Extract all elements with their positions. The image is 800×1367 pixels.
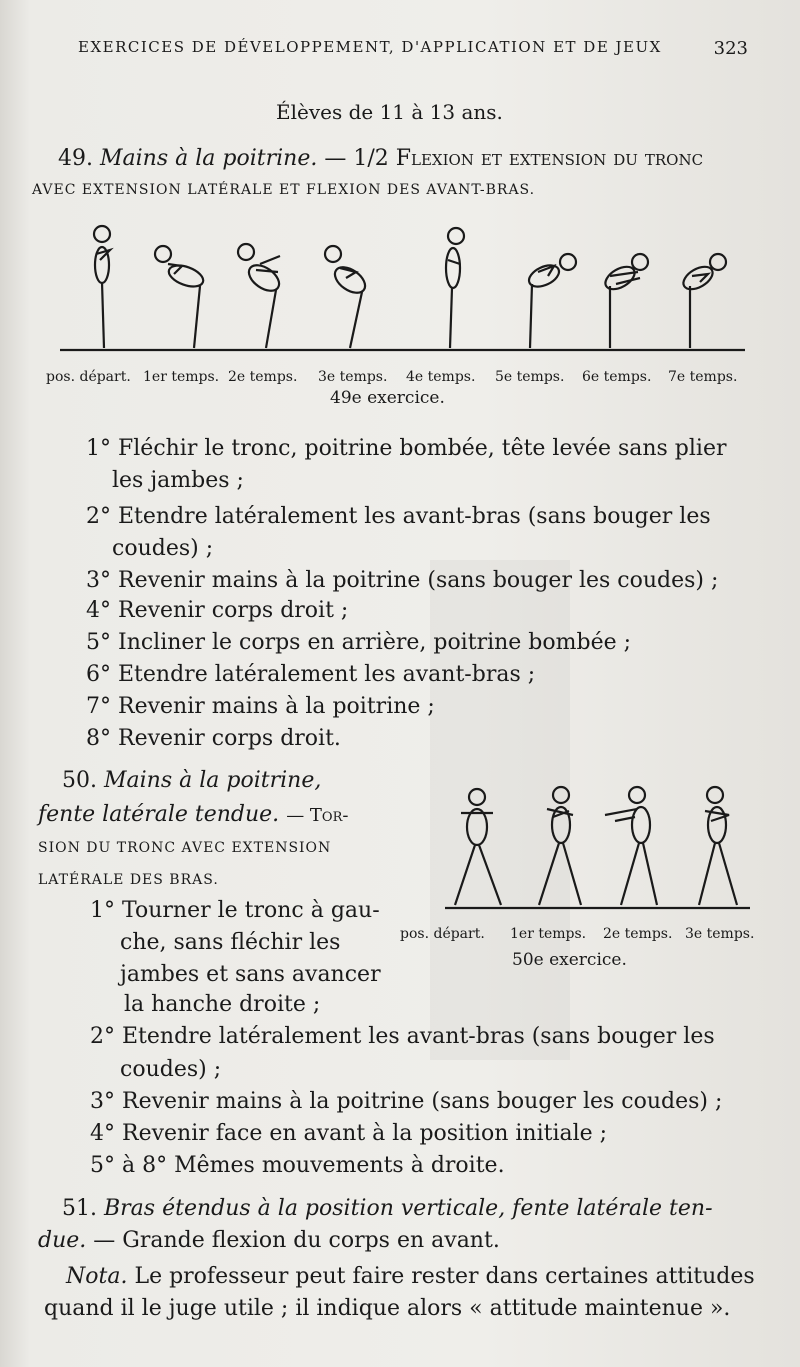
ex50-step: 4° Revenir face en avant à la position initiale ;: [90, 1121, 608, 1146]
ex51-title: Bras étendus à la position verticale, fente latérale ten-: [104, 1196, 713, 1221]
ex50-heading-line4: LATÉRALE DES BRAS.: [38, 872, 219, 888]
figure-temps-2: [238, 244, 284, 348]
nota-line1: Nota. Le professeur peut faire rester dans certaines attitudes: [66, 1264, 755, 1289]
ex50-label-0: pos. départ.: [400, 926, 485, 942]
ex49-step: 1° Fléchir le tronc, poitrine bombée, tête levée sans plier: [86, 436, 727, 461]
ex50-label-2: 2e temps.: [603, 926, 673, 942]
figure-temps-7: [680, 254, 726, 348]
ex49-stick-figures: [50, 220, 770, 360]
ex50-step: coudes) ;: [120, 1057, 222, 1082]
ex50-step: jambes et sans avancer: [120, 962, 381, 987]
page-number: 323: [713, 38, 748, 59]
ex50-stick-figures: [405, 775, 765, 915]
ex50-label-3: 3e temps.: [685, 926, 755, 942]
ex49-heading: [58, 146, 703, 171]
ex49-title-line2: AVEC EXTENSION LATÉRALE ET FLEXION DES AVANT-BRAS.: [32, 182, 536, 198]
ex49-label-5: 5e temps.: [495, 369, 565, 385]
ex49-step: 7° Revenir mains à la poitrine ;: [86, 694, 435, 719]
ex49-step: les jambes ;: [112, 468, 244, 493]
ex49-number: 49.: [58, 146, 93, 171]
ex50-step: 3° Revenir mains à la poitrine (sans bouger les coudes) ;: [90, 1089, 723, 1114]
ex49-title-rest: — 1/2 Flexion et extension du tronc: [324, 146, 704, 171]
ex51-number: 51.: [62, 1196, 97, 1221]
ex49-label-6: 6e temps.: [582, 369, 652, 385]
figure-pos-depart: [455, 789, 501, 905]
ex49-step: 6° Etendre latéralement les avant-bras ;: [86, 662, 536, 687]
figure-pos-depart: [94, 226, 110, 348]
ex49-label-0: pos. départ.: [46, 369, 131, 385]
figure-temps-3: [325, 246, 370, 348]
ex50-step: 2° Etendre latéralement les avant-bras (sans bouger les: [90, 1024, 715, 1049]
ex49-title-italic: Mains à la poitrine.: [100, 146, 318, 171]
ex50-heading-line1: [62, 768, 321, 793]
ex51-line1: [62, 1196, 713, 1221]
nota-label: Nota.: [66, 1264, 128, 1289]
figure-temps-3: [699, 787, 737, 905]
ex49-label-2: 2e temps.: [228, 369, 298, 385]
ex49-step: 4° Revenir corps droit ;: [86, 598, 349, 623]
ex50-title-line1: Mains à la poitrine,: [104, 768, 322, 793]
ex50-step: 1° Tourner le tronc à gau-: [90, 898, 380, 923]
section-subtitle: Élèves de 11 à 13 ans.: [276, 100, 503, 124]
figure-temps-1: [539, 787, 581, 905]
ex50-label-1: 1er temps.: [510, 926, 587, 942]
figure-temps-5: [526, 254, 576, 348]
ex49-step: 3° Revenir mains à la poitrine (sans bouger les coudes) ;: [86, 568, 719, 593]
ex51-line2: due. — Grande flexion du corps en avant.: [38, 1228, 500, 1253]
ex50-step: la hanche droite ;: [124, 992, 321, 1017]
ex49-step: 8° Revenir corps droit.: [86, 726, 341, 751]
ex50-heading-line2: fente latérale tendue. — Tor-: [38, 802, 349, 827]
ex50-step: 5° à 8° Mêmes mouvements à droite.: [90, 1153, 505, 1178]
ex49-step: 2° Etendre latéralement les avant-bras (sans bouger les: [86, 504, 711, 529]
figure-temps-6: [602, 254, 648, 348]
figure-temps-1: [155, 246, 206, 348]
ex49-label-1: 1er temps.: [143, 369, 220, 385]
running-title: EXERCICES DE DÉVELOPPEMENT, D'APPLICATION ET DE JEUX: [78, 38, 662, 56]
ex49-label-3: 3e temps.: [318, 369, 388, 385]
ex49-step: 5° Incliner le corps en arrière, poitrine bombée ;: [86, 630, 632, 655]
figure-temps-4: [446, 228, 464, 348]
ex50-heading-line3: SION DU TRONC AVEC EXTENSION: [38, 840, 332, 856]
nota-line2: quand il le juge utile ; il indique alors « attitude maintenue ».: [44, 1296, 731, 1321]
ex50-caption: 50e exercice.: [512, 950, 627, 970]
ex49-label-4: 4e temps.: [406, 369, 476, 385]
ex50-step: che, sans fléchir les: [120, 930, 341, 955]
ex49-label-7: 7e temps.: [668, 369, 738, 385]
ex50-number: 50.: [62, 768, 97, 793]
ex49-caption: 49e exercice.: [330, 388, 445, 408]
ex49-step: coudes) ;: [112, 536, 214, 561]
figure-temps-2: [605, 787, 657, 905]
